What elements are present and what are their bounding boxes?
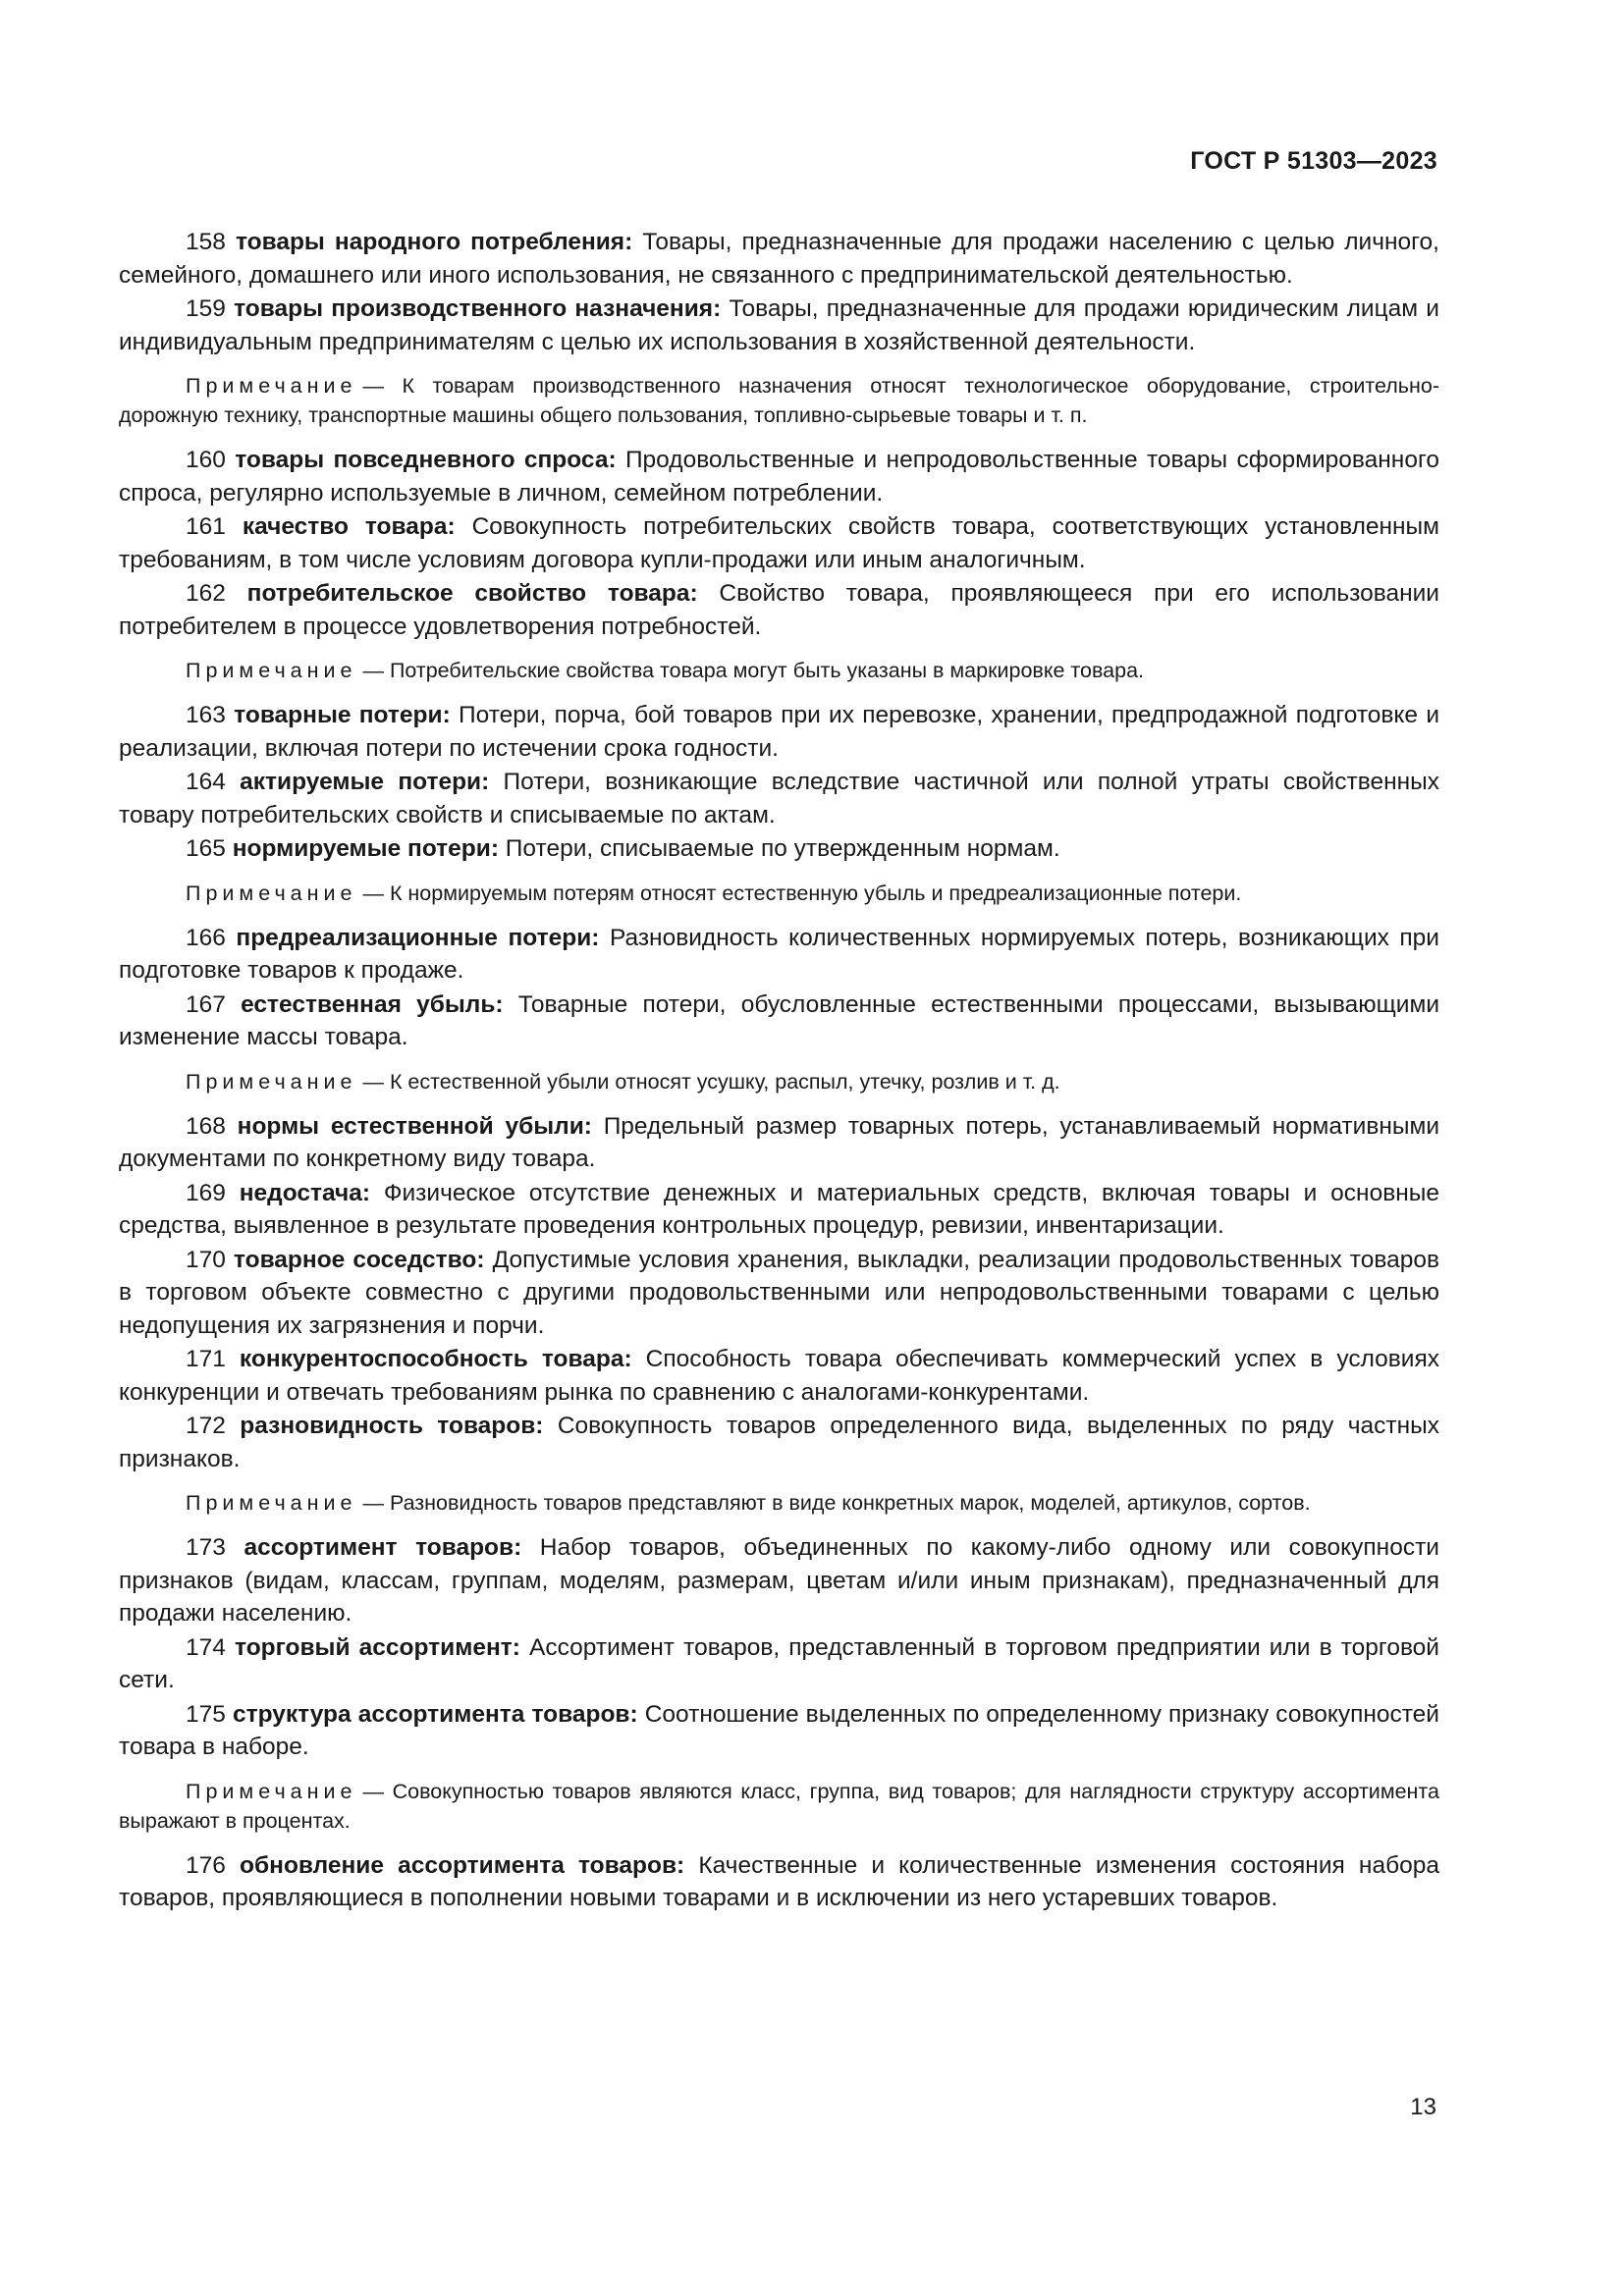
term-definition: Способность товара обеспечивать коммерческий успех в условиях конкуренции и отвечать требованиям рынка по сравнению с аналогами-конкурентами.	[119, 1346, 1439, 1406]
note-text: Разновидность товаров представляют в виде конкретных марок, моделей, артикулов, сортов.	[389, 1491, 1311, 1515]
term-entry	[119, 832, 1439, 866]
term-name: нормируемые потери:	[232, 835, 499, 862]
term-number: 167	[186, 990, 226, 1018]
term-definition: Качественные и количественные изменения состояния набора товаров, проявляющиеся в пополнении новыми товарами и в исключении из него устаревших товаров.	[119, 1851, 1440, 1911]
term-definition: Допустимые условия хранения, выкладки, реализации продовольственных товаров в торговом объекте совместно с другими продовольственными или непродовольственными товарами с целью недопущения их загрязнения и порчи.	[119, 1246, 1440, 1339]
term-number: 166	[186, 924, 226, 951]
note-text: К товарам производственного назначения относят технологическое оборудование, строительно-дорожную технику, транспортные машины общего пользования, топливно-сырьевые товары и т. п.	[119, 374, 1439, 427]
term-entry	[119, 699, 1439, 765]
term-name: разновидность товаров:	[240, 1413, 544, 1439]
note-label: Примечание	[186, 1491, 357, 1515]
term-name: товары народного потребления:	[235, 229, 633, 255]
term-definition: Предельный размер товарных потерь, устанавливаемый нормативными документами по конкретному виду товара.	[119, 1112, 1440, 1172]
term-entry	[119, 226, 1439, 292]
term-definition: Набор товаров, объединенных по какому-либо одному или совокупности признаков (видам, классам, группам, моделям, размерам, цветам и/или иным признакам), предназначенный для продажи населению.	[119, 1534, 1439, 1627]
term-name: актируемые потери:	[240, 769, 490, 795]
term-name: товары производственного назначения:	[234, 295, 722, 322]
note-label: Примечание	[186, 1069, 357, 1094]
term-number: 174	[186, 1633, 226, 1661]
terms-section	[119, 226, 1439, 1916]
term-number: 171	[186, 1346, 226, 1372]
term-entry	[119, 1110, 1439, 1176]
term-entry	[119, 988, 1439, 1054]
term-entry	[119, 1410, 1439, 1475]
term-definition: Совокупность товаров определенного вида, выделенных по ряду частных признаков.	[119, 1413, 1439, 1472]
note-dash: —	[362, 1069, 390, 1094]
term-name: конкурентоспособность товара:	[239, 1346, 632, 1372]
term-entry	[119, 444, 1439, 509]
term-name: торговый ассортимент:	[235, 1633, 520, 1661]
term-name: нормы естественной убыли:	[237, 1112, 592, 1140]
term-entry	[119, 1631, 1439, 1697]
term-definition: Товарные потери, обусловленные естественными процессами, вызывающими изменение массы товара.	[119, 990, 1440, 1050]
term-number: 160	[186, 447, 226, 473]
term-number: 175	[186, 1700, 226, 1728]
term-name: естественная убыль:	[241, 990, 504, 1018]
note-text: Совокупностью товаров являются класс, группа, вид товаров; для наглядности структуру ассортимента выражают в процентах.	[119, 1779, 1439, 1833]
term-number: 172	[186, 1413, 226, 1439]
term-definition: Продовольственные и непродовольственные товары сформированного спроса, регулярно используемые в личном, семейном потреблении.	[119, 447, 1439, 507]
term-entry	[119, 1531, 1439, 1630]
term-definition: Свойство товара, проявляющееся при его использовании потребителем в процессе удовлетворения потребностей.	[119, 580, 1439, 640]
term-number: 158	[186, 229, 226, 255]
note-label: Примечание	[186, 1779, 357, 1803]
note-text: Потребительские свойства товара могут быть указаны в маркировке товара.	[389, 659, 1145, 682]
term-number: 165	[186, 835, 226, 862]
term-entry	[119, 1177, 1439, 1243]
term-number: 170	[186, 1246, 226, 1273]
term-entry	[119, 1343, 1439, 1409]
page-number: 13	[1410, 2094, 1436, 2120]
note-label: Примечание	[186, 659, 357, 682]
note-dash: —	[362, 374, 403, 398]
note	[119, 371, 1439, 430]
term-entry	[119, 1698, 1439, 1764]
term-entry	[119, 577, 1439, 643]
term-number: 176	[186, 1851, 226, 1879]
term-definition: Потери, порча, бой товаров при их перевозке, хранении, предпродажной подготовке и реализации, включая потери по истечении срока годности.	[119, 702, 1440, 762]
term-number: 164	[186, 769, 226, 795]
term-number: 159	[186, 295, 226, 322]
term-entry	[119, 293, 1439, 358]
term-name: товарные потери:	[234, 702, 451, 728]
note-dash: —	[362, 659, 390, 682]
term-entry	[119, 510, 1439, 576]
term-entry	[119, 1244, 1439, 1343]
term-name: качество товара:	[242, 513, 456, 540]
term-name: товары повседневного спроса:	[235, 447, 617, 473]
note-label: Примечание	[186, 374, 357, 398]
term-definition: Соотношение выделенных по определенному признаку совокупностей товара в наборе.	[119, 1700, 1439, 1760]
term-name: структура ассортимента товаров:	[232, 1700, 638, 1728]
term-number: 161	[186, 513, 226, 540]
note	[119, 879, 1439, 908]
term-definition: Потери, списываемые по утвержденным нормам.	[499, 835, 1060, 862]
note-text: К естественной убыли относят усушку, распыл, утечку, розлив и т. д.	[389, 1069, 1060, 1094]
term-name: обновление ассортимента товаров:	[240, 1851, 685, 1879]
note-label: Примечание	[186, 881, 357, 905]
term-name: потребительское свойство товара:	[246, 580, 698, 607]
term-definition: Товары, предназначенные для продажи населению с целью личного, семейного, домашнего или иного использования, не связанного с предпринимательской деятельностью.	[119, 229, 1439, 289]
term-number: 173	[186, 1534, 226, 1561]
term-entry	[119, 766, 1439, 831]
note	[119, 656, 1439, 685]
term-entry	[119, 1849, 1439, 1915]
term-number: 162	[186, 580, 226, 607]
term-entry	[119, 922, 1439, 988]
term-name: предреализационные потери:	[236, 924, 600, 951]
term-definition: Ассортимент товаров, представленный в торговом предприятии или в торговой сети.	[119, 1633, 1439, 1693]
document-designation: ГОСТ Р 51303—2023	[1190, 147, 1437, 175]
term-definition: Физическое отсутствие денежных и материальных средств, включая товары и основные средства, выявленное в результате проведения контрольных процедур, ревизии, инвентаризации.	[119, 1179, 1439, 1239]
term-name: недостача:	[239, 1179, 371, 1206]
term-number: 168	[186, 1112, 226, 1140]
note	[119, 1488, 1439, 1518]
note-dash: —	[362, 1779, 393, 1803]
term-definition: Потери, возникающие вследствие частичной или полной утраты свойственных товару потребительских свойств и списываемые по актам.	[119, 769, 1439, 828]
note	[119, 1067, 1439, 1096]
note-text: К нормируемым потерям относят естественную убыль и предреализационные потери.	[389, 881, 1242, 905]
term-definition: Совокупность потребительских свойств товара, соответствующих установленным требованиям, в том числе условиям договора купли-продажи или иным аналогичным.	[119, 513, 1440, 573]
term-name: товарное соседство:	[233, 1246, 485, 1273]
term-definition: Разновидность количественных нормируемых потерь, возникающих при подготовке товаров к продаже.	[119, 924, 1439, 984]
term-name: ассортимент товаров:	[244, 1534, 522, 1561]
term-number: 169	[186, 1179, 226, 1206]
note-dash: —	[362, 1491, 390, 1515]
note-dash: —	[362, 881, 390, 905]
term-number: 163	[186, 702, 226, 728]
note	[119, 1777, 1439, 1836]
term-definition: Товары, предназначенные для продажи юридическим лицам и индивидуальным предпринимателям с целью их использования в хозяйственной деятельности.	[119, 295, 1439, 355]
